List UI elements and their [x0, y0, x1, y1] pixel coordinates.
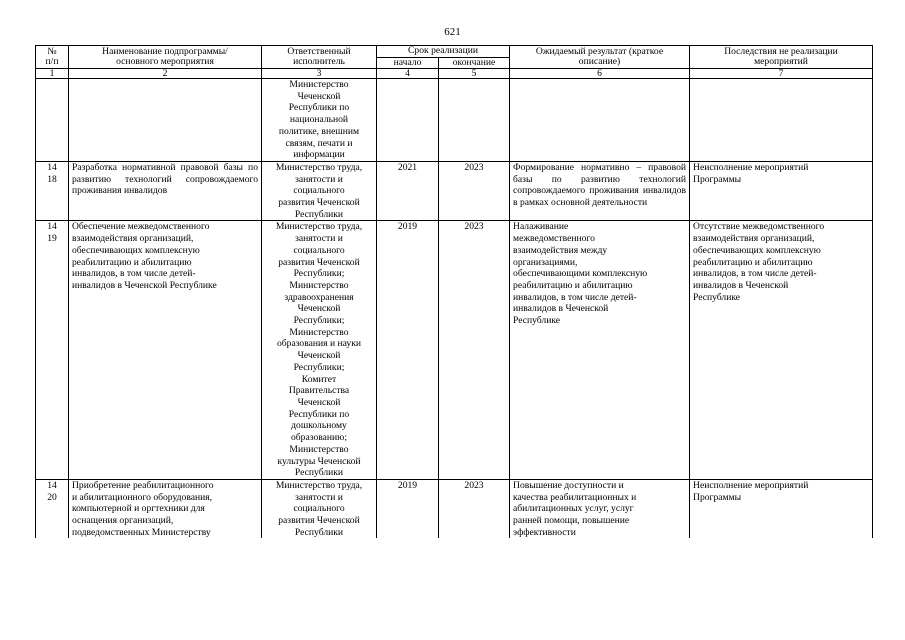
row-result: [510, 79, 690, 162]
row-end: [439, 79, 510, 162]
table-row: [36, 221, 873, 479]
column-number: 5: [439, 69, 510, 79]
header-start: начало: [377, 57, 439, 69]
row-executor: Министерство труда, занятости и социального развития Чеченской Республики: [262, 479, 377, 538]
table-row: [36, 479, 873, 538]
row-consequences: Отсутствие межведомственного взаимодействия организаций, обеспечивающих комплексную реабилитацию и абилитацию инвалидов, в том числе детей- инвалидов в Чеченской Республике: [690, 221, 873, 479]
row-end: 2023: [439, 221, 510, 479]
column-number: 6: [510, 69, 690, 79]
page-number: 621: [444, 26, 461, 38]
column-number: 2: [69, 69, 262, 79]
row-result: Повышение доступности и качества реабилитационных и абилитационных услуг, услуг ранней помощи, повышение эффективности: [510, 479, 690, 538]
header-num: № п/п: [36, 46, 69, 69]
header-name: Наименование подпрограммы/ основного мероприятия: [69, 46, 262, 69]
row-executor: Министерство Чеченской Республики по национальной политике, внешним связям, печати и информации: [262, 79, 377, 162]
column-number: 1: [36, 69, 69, 79]
row-num: [36, 79, 69, 162]
header-executor: Ответственный исполнитель: [262, 46, 377, 69]
header-term: Срок реализации: [377, 46, 510, 58]
header-result: Ожидаемый результат (краткое описание): [510, 46, 690, 69]
table-row: [36, 161, 873, 221]
row-consequences: [690, 79, 873, 162]
row-start: [377, 79, 439, 162]
row-num: 14 19: [36, 221, 69, 479]
row-num: 14 20: [36, 479, 69, 538]
program-table: [35, 45, 873, 538]
row-num: 14 18: [36, 161, 69, 221]
table-row: [36, 79, 873, 162]
column-number: 7: [690, 69, 873, 79]
row-end: 2023: [439, 161, 510, 221]
header-row: [36, 46, 873, 58]
row-start: 2021: [377, 161, 439, 221]
row-name: Разработка нормативной правовой базы по развитию технологий сопровождаемого проживания инвалидов: [69, 161, 262, 221]
column-number: 4: [377, 69, 439, 79]
header-end: окончание: [439, 57, 510, 69]
row-consequences: Неисполнение мероприятий Программы: [690, 161, 873, 221]
row-result: Формирование нормативно – правовой базы по развитию технологий сопровождаемого проживания инвалидов в рамках основной деятельности: [510, 161, 690, 221]
header-consequences: Последствия не реализации мероприятий: [690, 46, 873, 69]
row-consequences: Неисполнение мероприятий Программы: [690, 479, 873, 538]
row-name: Обеспечение межведомственного взаимодействия организаций, обеспечивающих комплексную реабилитацию и абилитацию инвалидов, в том числе детей- инвалидов в Чеченской Республике: [69, 221, 262, 479]
row-name: Приобретение реабилитационного и абилитационного оборудования, компьютерной и оргтехники для оснащения организаций, подведомственных Министерству: [69, 479, 262, 538]
row-end: 2023: [439, 479, 510, 538]
column-number: 3: [262, 69, 377, 79]
row-executor: Министерство труда, занятости и социального развития Чеченской Республики: [262, 161, 377, 221]
row-result: Налаживание межведомственного взаимодействия между организациями, обеспечивающими комплексную реабилитацию и абилитацию инвалидов, в том числе детей- инвалидов в Чеченской Республике: [510, 221, 690, 479]
row-executor: Министерство труда, занятости и социального развития Чеченской Республики; Министерство здравоохранения Чеченской Республики; Министерство образования и науки Чеченской Республики; Комитет Правительства Чеченской Республики по дошкольному образованию; Министерство культуры Чеченской Республики: [262, 221, 377, 479]
row-start: 2019: [377, 479, 439, 538]
row-start: 2019: [377, 221, 439, 479]
column-number-row: [36, 69, 873, 79]
row-name: [69, 79, 262, 162]
